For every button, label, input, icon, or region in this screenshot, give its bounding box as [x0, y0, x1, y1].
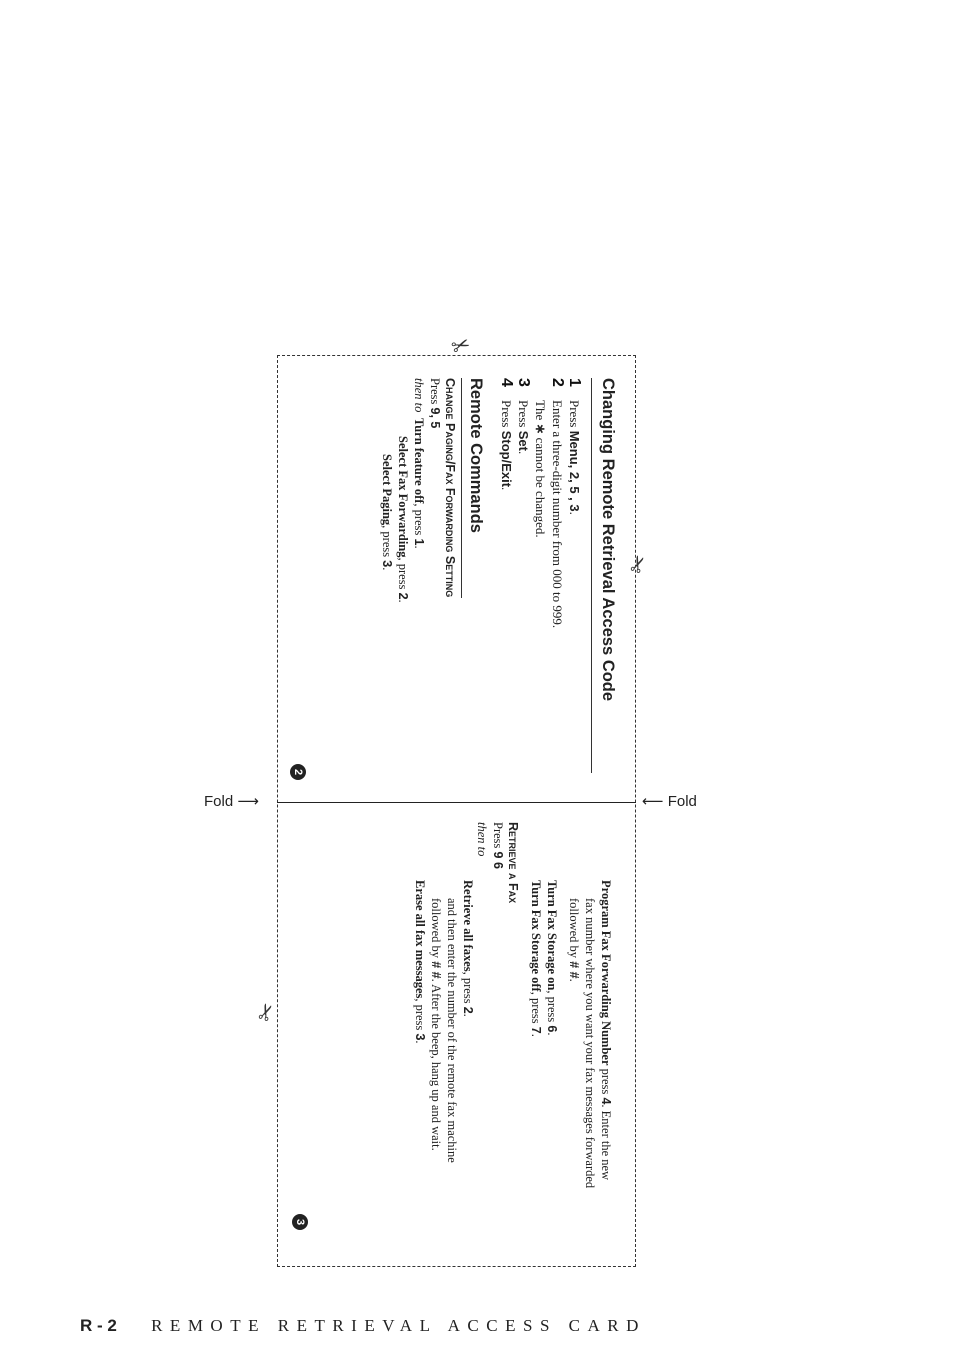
step-number: 1: [566, 378, 583, 387]
command-label: Turn feature off: [412, 418, 426, 504]
retrieve-line3: [428, 880, 444, 1200]
page-number: R - 2: [80, 1316, 117, 1335]
erase-all: [412, 880, 428, 1200]
fold-label-right: [642, 792, 697, 810]
step-2: [549, 378, 566, 773]
then-to: then to: [412, 378, 426, 413]
command-end: .: [396, 599, 410, 603]
program-line3: [566, 880, 582, 1220]
paging-section-title: Change Paging/Fax Forwarding Setting: [443, 378, 457, 598]
command-rest: . Enter the new: [599, 1104, 613, 1181]
command-paging: [379, 418, 395, 603]
step-keys: Stop/Exit: [499, 430, 514, 488]
paging-commands: [379, 378, 427, 773]
command-label: Select Paging: [380, 454, 394, 526]
command-text: , press: [461, 971, 475, 1007]
remote-commands-heading: [461, 378, 486, 598]
line-end: .: [567, 978, 581, 982]
press-label: Press: [491, 822, 505, 852]
step-number: 2: [549, 378, 566, 387]
command-label: Program Fax Forwarding Number: [599, 880, 613, 1066]
step-4: [498, 378, 515, 773]
program-forwarding: [598, 880, 614, 1220]
command-end: .: [545, 1032, 559, 1036]
command-text: press: [599, 1065, 613, 1098]
command-label: Erase all fax messages: [413, 880, 427, 999]
command-label: Turn Fax Storage off: [529, 880, 543, 992]
retrieve-line2: and then enter the number of the remote fax machine: [445, 898, 459, 1163]
command-text: , press: [529, 991, 543, 1027]
panel-retrieve-fax: [474, 822, 520, 1222]
step-text: Press: [567, 400, 582, 431]
panel-remote-fax: [528, 880, 614, 1220]
step-1: [566, 378, 583, 773]
step-end: .: [499, 487, 514, 491]
command-key: 6: [545, 1025, 559, 1033]
command-key: 7: [529, 1026, 543, 1034]
command-end: .: [380, 567, 394, 571]
command-label: Select Fax Forwarding: [396, 436, 410, 558]
footer-title: REMOTE RETRIEVAL ACCESS CARD: [151, 1316, 646, 1335]
step-3: [515, 378, 532, 773]
hash-keys: # #: [429, 961, 443, 979]
command-text: , press: [545, 990, 559, 1026]
arrow-right-icon: ⟶: [237, 792, 259, 810]
retrieve-then: [474, 822, 490, 1222]
followed-by: followed by: [429, 898, 443, 962]
panel-access-code: [379, 378, 618, 773]
scissors-icon-top: ✂: [448, 331, 475, 362]
command-key: 2: [461, 1006, 475, 1014]
step-end: .: [516, 450, 531, 455]
panel3-number-badge: 3: [292, 1214, 308, 1230]
retrieve-all: [460, 880, 476, 1200]
fold-label-left: [204, 792, 259, 810]
panel-retrieve-commands: [412, 880, 476, 1200]
step-keys: Set: [516, 430, 531, 451]
hash-keys: # #: [567, 961, 581, 979]
retrieve-section-title: Retrieve a Fax: [506, 822, 520, 904]
command-text: , press: [413, 998, 427, 1034]
retrieve-press: [490, 822, 506, 1222]
press-code: 9, 5: [428, 407, 442, 429]
note-post: cannot be changed.: [533, 434, 548, 538]
fold-left-text: Fold: [204, 793, 234, 810]
page-footer: [80, 1316, 646, 1336]
command-turn-off: [411, 418, 427, 603]
paging-press: [427, 378, 443, 773]
step-keys: Menu, 2, 5 , 3: [567, 430, 582, 512]
fold-right-text: Fold: [667, 793, 697, 810]
command-key: 3: [413, 1033, 427, 1041]
program-line2: fax number where you want your fax messages forwarded: [583, 898, 597, 1189]
step-number: 4: [498, 378, 515, 387]
command-end: .: [413, 1040, 427, 1044]
line-end: . After the beep, hang up and wait.: [429, 978, 443, 1151]
step-end: .: [567, 511, 582, 515]
remote-commands-text: Remote Commands: [467, 378, 485, 533]
then-to: then to: [475, 822, 489, 857]
command-key: 2: [396, 592, 410, 600]
command-end: .: [412, 545, 426, 549]
command-end: .: [529, 1033, 543, 1037]
command-fax-forwarding: [395, 418, 411, 603]
followed-by: followed by: [567, 898, 581, 962]
command-key: 3: [380, 560, 394, 568]
step-text: Enter a three-digit number from 000 to 999.: [550, 400, 565, 629]
command-text: , press: [380, 525, 394, 561]
command-text: , press: [412, 503, 426, 539]
press-label: Press: [428, 378, 442, 408]
command-label: Turn Fax Storage on: [545, 880, 559, 991]
scissors-icon-right: ✂: [624, 551, 655, 578]
panel2-heading: Changing Remote Retrieval Access Code: [591, 378, 618, 773]
step-number: 3: [515, 378, 532, 387]
command-key: 1: [412, 538, 426, 546]
command-key: 4: [599, 1097, 613, 1105]
command-text: , press: [396, 557, 410, 593]
storage-off: [528, 880, 544, 1220]
note-pre: The: [533, 400, 548, 424]
panel2-number-badge: 2: [290, 764, 306, 780]
press-code: 9 6: [491, 851, 505, 869]
step-text: Press: [516, 400, 531, 431]
scissors-icon-left: ✂: [252, 999, 283, 1026]
storage-on: [544, 880, 560, 1220]
command-end: .: [461, 1013, 475, 1017]
command-label: Retrieve all faxes: [461, 880, 475, 972]
fold-line: [277, 802, 636, 803]
step-text: Press: [499, 400, 514, 431]
star-key: ∗: [533, 423, 548, 435]
arrow-left-icon: ⟵: [642, 792, 664, 810]
star-note: [532, 378, 549, 773]
